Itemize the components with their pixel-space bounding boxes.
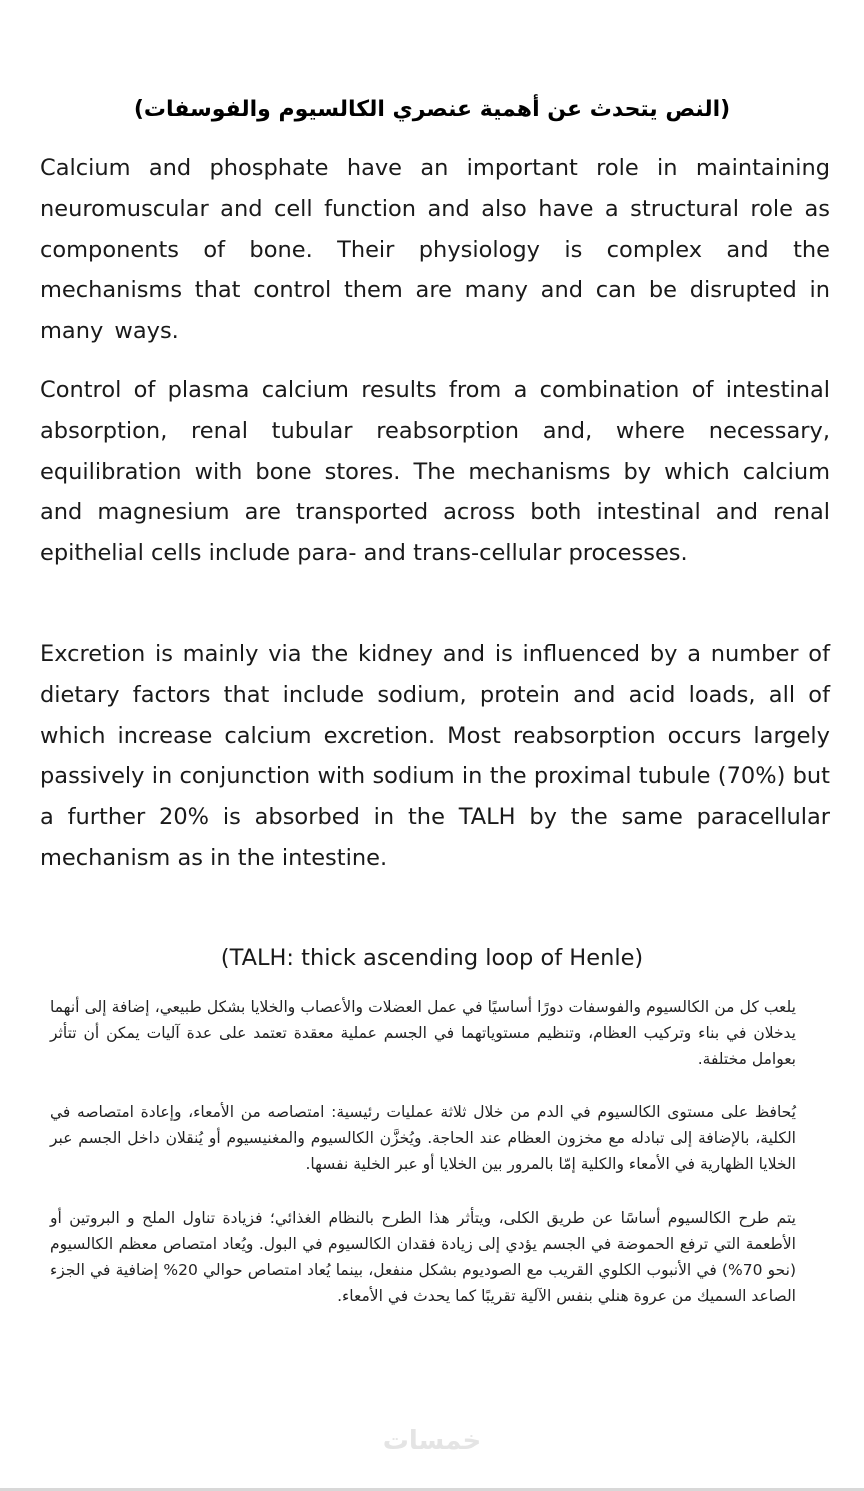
arabic-paragraph-3: يتم طرح الكالسيوم أساسًا عن طريق الكلى، ويتأثر هذا الطرح بالنظام الغذائي؛ فزيادة تناول الملح و البروتين أو الأطعمة التي ترفع الحموضة في الجسم يؤدي إلى زيادة فقدان الكالسيوم في البول. ويُعاد امتصاص معظم الكالسيوم (نحو 70%) في الأنبوب الكلوي القريب مع الصوديوم بشكل منفعل، بينما يُعاد امتصاص حوالي 20% إضافية في الجزء الصاعد السميك من عروة هنلي بنفس الآلية تقريبًا كما يحدث في الأمعاء. xyxy=(50,1209,796,1305)
arabic-paragraph-2: يُحافظ على مستوى الكالسيوم في الدم من خلال ثلاثة عمليات رئيسية: امتصاصه من الأمعاء، وإعادة امتصاصه في الكلية، بالإضافة إلى تبادله مع مخزون العظام عند الحاجة. ويُخزَّن الكالسيوم والمغنيسيوم أو يُنقلان داخل الجسم عبر الخلايا الظهارية في الأمعاء والكلية إمّا بالمرور بين الخلايا أو عبر الخلية نفسها. xyxy=(50,1103,796,1173)
english-paragraph-3: Excretion is mainly via the kidney and is influenced by a number of dietary factors that include sodium, protein and acid loads, all of which increase calcium excretion. Most reabsorption occurs largely passively in conjunction with sodium in the proximal tubule (70%) but a further 20% is absorbed in the TALH by the same paracellular mechanism as in the intestine. xyxy=(40,641,830,871)
talh-abbreviation-note: (TALH: thick ascending loop of Henle) xyxy=(220,945,644,971)
arabic-heading: (النص يتحدث عن أهمية عنصري الكالسيوم والفوسفات) xyxy=(133,97,731,122)
english-paragraph-2: Control of plasma calcium results from a combination of intestinal absorption, renal tubular reabsorption and, where necessary, equilibration with bone stores. The mechanisms by which calcium and magnesium are transported across both intestinal and renal epithelial cells include para- and trans-cellular processes. xyxy=(40,377,830,567)
watermark-logo: خمسات xyxy=(382,1426,482,1456)
english-paragraph-1: Calcium and phosphate have an important role in maintaining neuromuscular and cell function and also have a structural role as components of bone. Their physiology is complex and the mechanisms that control them are many and can be disrupted in many ways. xyxy=(40,155,830,345)
arabic-paragraph-1: يلعب كل من الكالسيوم والفوسفات دورًا أساسيًا في عمل العضلات والأعصاب والخلايا بشكل طبيعي، إضافة إلى أنهما يدخلان في بناء وتركيب العظام، وتنظيم مستوياتهما في الجسم عملية معقدة تعتمد على عدة آليات يمكن أن تتأثر بعوامل مختلفة. xyxy=(50,998,796,1068)
